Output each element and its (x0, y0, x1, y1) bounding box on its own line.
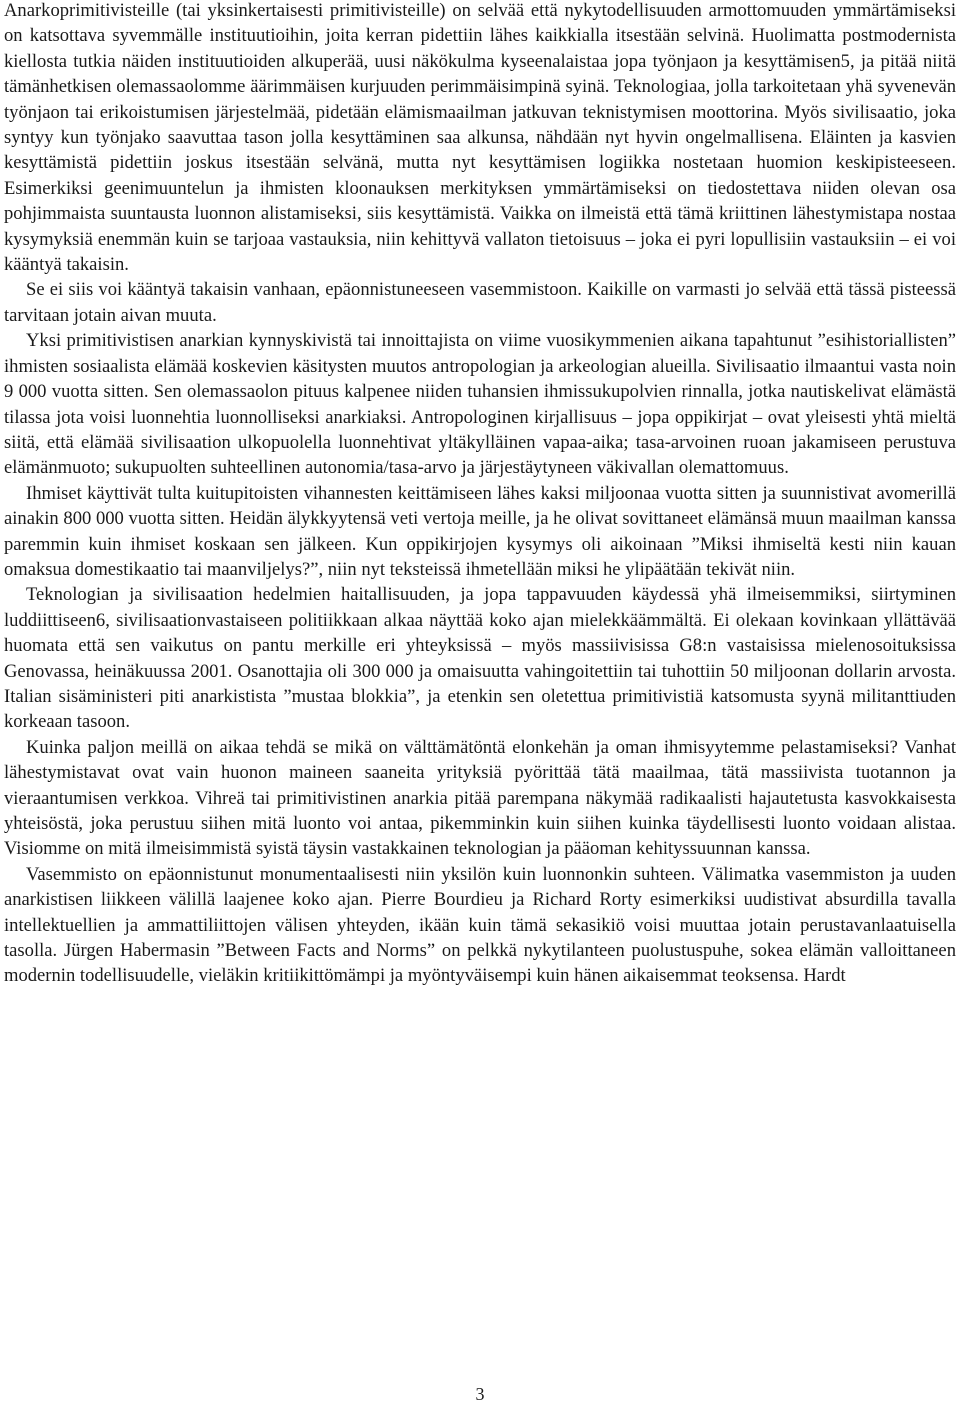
body-text (4, 0, 956, 989)
paragraph-6: Kuinka paljon meillä on aikaa tehdä se mikä on välttämätöntä elonkehän ja oman ihmisyytemme pelastamiseksi? Vanhat lähestymistavat ovat vain huonon maineen saaneita yrityksiä pyörittää tätä maailmaa, tätä massiivista tuotannon ja vieraantumisen verkkoa. Vihreä tai primitivistinen anarkia pitää parempana näkymää radikaalisti hajautetusta kasvokkaisesta yhteisöstä, joka perustuu siihen mitä luonto voi antaa, pikemminkin kuin siihen kuinka täydellisesti luonto voidaan alistaa. Visiomme on mitä ilmeisimmistä syistä täysin vastakkainen teknologian ja pääoman kehityssuunnan kanssa. (4, 736, 956, 860)
document-page (4, 0, 956, 1411)
paragraph-7: Vasemmisto on epäonnistunut monumentaalisesti niin yksilön kuin luonnonkin suhteen. Välimatka vasemmiston ja uuden anarkistisen liikkeen välillä laajenee koko ajan. Pierre Bourdieu ja Richard Rorty esimerkiksi uudistivat absurdilla tavalla intellektuellien ja ammattiliittojen välisen yhteyden, ikään kuin tämä sekasikiö voisi muuttaa jotain perustavanlaatuisella tasolla. Jürgen Habermasin ”Between Facts and Norms” on pelkkä nykytilanteen puolustuspuhe, sokea elämän valloittaneen modernin todellisuudelle, vieläkin kritiikittömämpi ja myöntyväisempi kuin hänen aikaisemmat teoksensa. Hardt (4, 863, 956, 987)
paragraph-1: Anarkoprimitivisteille (tai yksinkertaisesti primitivisteille) on selvää että nykytodellisuuden armottomuuden ymmärtämiseksi on katsottava syvemmälle instituutioihin, joita kerran pidettiin lähes kaikkialla itsestään selvinä. Huolimatta postmodernista kiellosta tutkia näiden instituutioiden alkuperää, uusi näkökulma kyseenalaistaa jopa työnjaon ja kesyttämisen5, ja pitää niitä tämänhetkisen olemassaolomme äärimmäisen kurjuuden perimmäisimpinä syinä. Teknologiaa, jolla tarkoitetaan yhä syvenevän työnjaon tai erikoistumisen järjestelmää, pidetään elämismaailman jatkuvan teknistymisen moottorina. Myös sivilisaatio, joka syntyy kun työnjako saavuttaa tason jolla kesyttäminen saa alkunsa, nähdään nyt hyvin ongelmallisena. Eläinten ja kasvien kesyttämistä pidettiin joskus itsestään selvänä, mutta nyt kesyttämisen logiikka nostetaan huomion keskipisteeseen. Esimerkiksi geenimuuntelun ja ihmisten kloonauksen merkityksen ymmärtämiseksi on tiedostettava niiden olevan osa pohjimmaista suuntausta luonnon alistamiseksi, siis kesyttämistä. Vaikka on ilmeistä että tämä kriittinen lähestymistapa nostaa kysymyksiä enemmän kuin se tarjoaa vastauksia, niin kehittyvä vallaton tietoisuus – joka ei pyri lopullisiin vastauksiin – ei voi kääntyä takaisin. (4, 0, 956, 276)
paragraph-2: Se ei siis voi kääntyä takaisin vanhaan, epäonnistuneeseen vasemmistoon. Kaikille on varmasti jo selvää että tässä pisteessä tarvitaan jotain aivan muuta. (4, 279, 956, 326)
paragraph-4: Ihmiset käyttivät tulta kuitupitoisten vihannesten keittämiseen lähes kaksi miljoonaa vuotta sitten ja suunnistivat avomerillä ainakin 800 000 vuotta sitten. Heidän älykkyytensä veti vertoja meille, ja he olivat sovittaneet elämänsä muun maailman kanssa paremmin kuin ihmiset koskaan sen jälkeen. Kun oppikirjojen kysymys oli aikoinaan ”Miksi ihmiseltä kesti niin kauan omaksua domestikaatio tai maanviljelys?”, niin nyt teksteissä ihmetellään miksi he ylipäätään tekivät niin. (4, 482, 956, 580)
paragraph-3: Yksi primitivistisen anarkian kynnyskivistä tai innoittajista on viime vuosikymmenien aikana tapahtunut ”esihistoriallisten” ihmisten sosiaalista elämää koskevien käsitysten muutos antropologian ja arkeologian alueilla. Sivilisaatio ilmaantui vasta noin 9 000 vuotta sitten. Sen olemassaolon pituus kalpenee niiden tuhansien ihmissukupolvien rinnalla, jotka nautiskelivat elämästä tilassa jota voisi luonnehtia luonnolliseksi anarkiaksi. Antropologinen kirjallisuus – jopa oppikirjat – ovat yleisesti yhtä mieltä siitä, että elämää sivilisaation ulkopuolella luonnehtivat yltäkylläinen vapaa-aika; tasa-arvoinen ruoan jakamiseen perustuva elämänmuoto; sukupuolten suhteellinen autonomia/tasa-arvo ja järjestäytyneen väkivallan olemattomuus. (4, 330, 956, 479)
paragraph-5: Teknologian ja sivilisaation hedelmien haitallisuuden, ja jopa tappavuuden käydessä yhä ilmeisemmiksi, siirtyminen luddiittiseen6, sivilisaationvastaiseen politiikkaan alkaa näyttää koko ajan mielekkäämmältä. Ei olekaan kovinkaan yllättävää huomata että sen vaikutus on pantu merkille eri yhteyksissä – myös massiivisissa G8:n vastaisissa mielenosoituksissa Genovassa, heinäkuussa 2001. Osanottajia oli 300 000 ja omaisuutta vahingoitettiin tai tuhottiin 50 miljoonan dollarin arvosta. Italian sisäministeri piti anarkistista ”mustaa blokkia”, ja etenkin sen oletettua primitivistiä katsomusta syynä militanttiuden korkeaan tasoon. (4, 584, 956, 733)
page-number: 3 (475, 1384, 485, 1404)
